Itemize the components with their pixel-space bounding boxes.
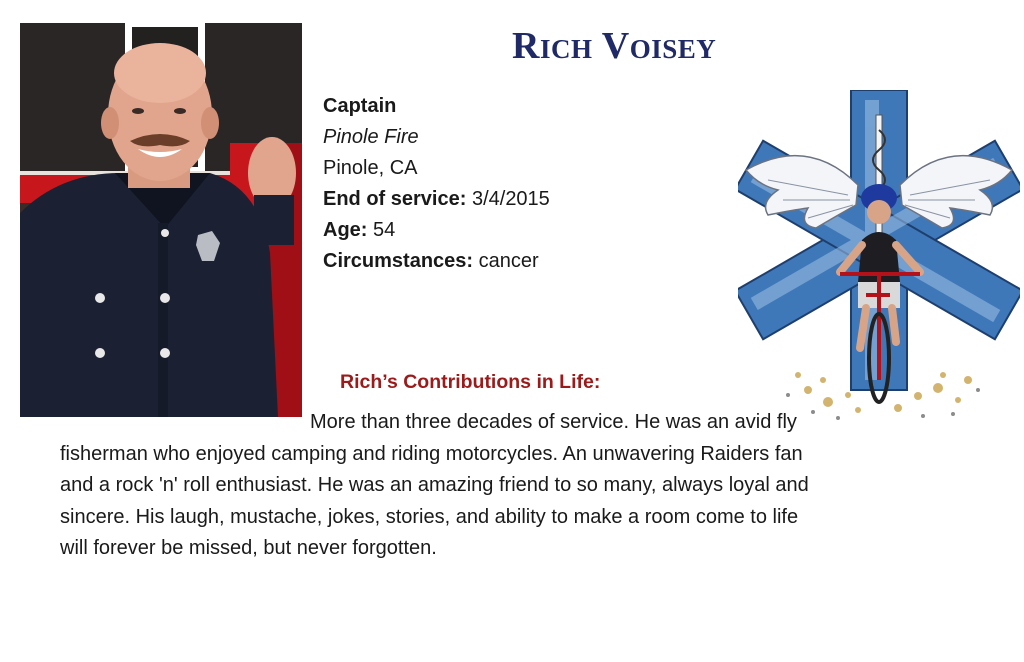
rank: Captain (323, 95, 397, 117)
location: Pinole, CA (323, 157, 418, 179)
member-details (323, 91, 550, 277)
contributions-line: will forever be missed, but never forgotten. (60, 537, 437, 559)
age (323, 215, 550, 246)
contributions-line: fisherman who enjoyed camping and riding motorcycles. An unwavering Raiders fan (60, 442, 803, 465)
end-of-service-label: End of service: (323, 188, 467, 210)
age-label: Age: (323, 219, 368, 241)
member-name: Rich Voisey (512, 25, 717, 67)
end-of-service (323, 184, 550, 215)
contributions-text (60, 407, 960, 565)
contributions-line: and a rock 'n' roll enthusiast. He was an amazing friend to so many, always loyal and (60, 474, 809, 496)
contributions-line: More than three decades of service. He was an avid fly (310, 411, 797, 433)
circumstances-label: Circumstances: (323, 250, 474, 272)
department: Pinole Fire (323, 126, 419, 148)
circumstances-value: cancer (478, 250, 539, 272)
end-of-service-value: 3/4/2015 (471, 188, 550, 210)
contributions-heading: Rich’s Contributions in Life: (340, 371, 601, 393)
age-value: 54 (373, 219, 396, 241)
contributions-line: sincere. His laugh, mustache, jokes, stories, and ability to make a room come to life (60, 505, 799, 528)
portrait-photo (20, 23, 302, 417)
cycling-angel-illustration (738, 90, 1020, 422)
circumstances (323, 246, 550, 277)
